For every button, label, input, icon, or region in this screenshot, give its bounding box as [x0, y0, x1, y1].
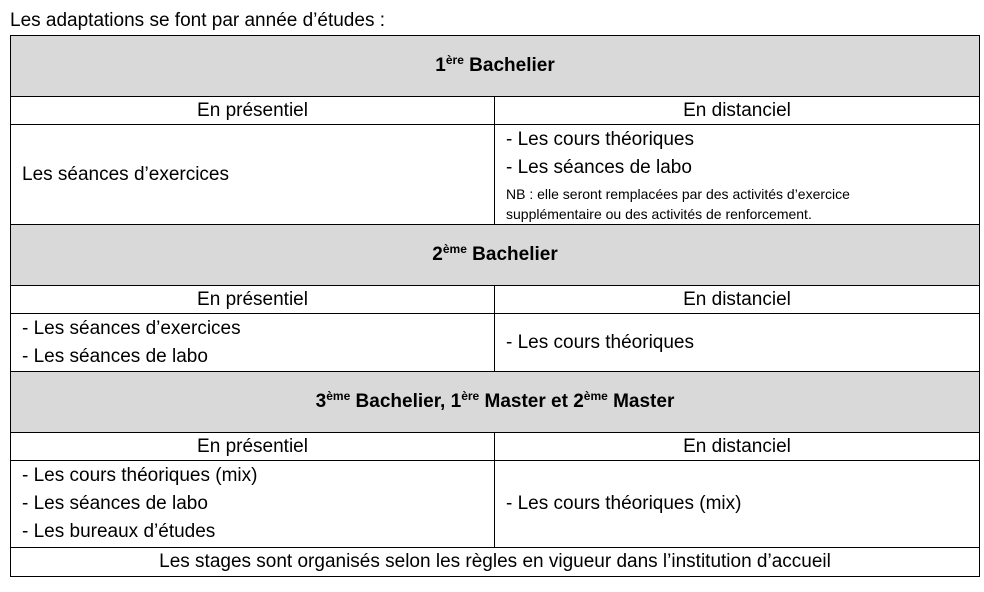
- list-item: - Les cours théoriques: [506, 128, 694, 150]
- header-distanciel-3: En distanciel: [495, 433, 980, 461]
- note-text: [506, 184, 971, 224]
- content-row-1: [11, 125, 980, 225]
- distanciel-cell-2: [495, 314, 980, 372]
- section-title-2: [11, 225, 980, 286]
- section-title-3-num-c: 2: [573, 391, 584, 412]
- column-header-row-1: [11, 97, 980, 125]
- presentiel-cell-1: [11, 125, 495, 225]
- section-title-1-rest: Bachelier: [463, 55, 555, 76]
- header-presentiel-3: En présentiel: [11, 433, 495, 461]
- list-item: - Les cours théoriques (mix): [22, 465, 258, 486]
- header-distanciel-2: En distanciel: [495, 286, 980, 314]
- footer-row: [11, 548, 980, 577]
- list-item: - Les séances d’exercices: [22, 317, 241, 339]
- adaptations-table: [10, 35, 980, 577]
- header-presentiel-1: En présentiel: [11, 97, 495, 125]
- distanciel-cell-1: [495, 125, 980, 225]
- list-item: - Les séances de labo: [22, 493, 208, 514]
- section-title-3-sup-c: ème: [583, 389, 608, 403]
- section-title-1-num: 1: [435, 55, 446, 76]
- column-header-row-3: [11, 433, 980, 461]
- section-title-3-num-b: 1: [450, 391, 462, 412]
- section-title-row-2: [11, 225, 980, 286]
- section-title-3-rest-c: Master: [607, 391, 675, 412]
- section-title-3: [11, 372, 980, 433]
- section-title-row-3: [11, 372, 980, 433]
- note-line-2: supplémentaire ou des activités de renforcement.: [506, 205, 812, 222]
- section-title-3-num-a: 3: [315, 391, 327, 412]
- section-title-3-rest-b: Master et: [479, 391, 574, 412]
- presentiel-cell-2: [11, 314, 495, 372]
- section-title-1: [11, 36, 980, 97]
- footer-text: Les stages sont organisés selon les règles en vigueur dans l’institution d’accueil: [11, 548, 980, 577]
- section-title-1-sup: ère: [445, 53, 464, 67]
- list-item: Les séances d’exercices: [22, 163, 229, 185]
- section-title-2-num: 2: [432, 244, 443, 265]
- section-title-row-1: [11, 36, 980, 97]
- list-item: - Les séances de labo: [506, 156, 692, 178]
- section-title-3-sup-b: ère: [461, 389, 480, 403]
- column-header-row-2: [11, 286, 980, 314]
- section-title-2-sup: ème: [442, 242, 467, 256]
- list-item: - Les cours théoriques: [506, 331, 694, 353]
- list-item: - Les cours théoriques (mix): [506, 493, 742, 514]
- content-row-3: [11, 461, 980, 548]
- presentiel-cell-3: [11, 461, 495, 548]
- note-line-1: NB : elle seront remplacées par des activités d’exercice: [506, 185, 850, 202]
- section-title-3-rest-a: Bachelier,: [350, 391, 451, 412]
- header-distanciel-1: En distanciel: [495, 97, 980, 125]
- section-title-3-sup-a: ème: [326, 389, 351, 403]
- distanciel-cell-3: [495, 461, 980, 548]
- content-row-2: [11, 314, 980, 372]
- intro-text: Les adaptations se font par année d’études :: [10, 10, 385, 31]
- section-title-2-rest: Bachelier: [466, 244, 558, 265]
- list-item: - Les séances de labo: [22, 345, 208, 367]
- header-presentiel-2: En présentiel: [11, 286, 495, 314]
- list-item: - Les bureaux d’études: [22, 521, 216, 542]
